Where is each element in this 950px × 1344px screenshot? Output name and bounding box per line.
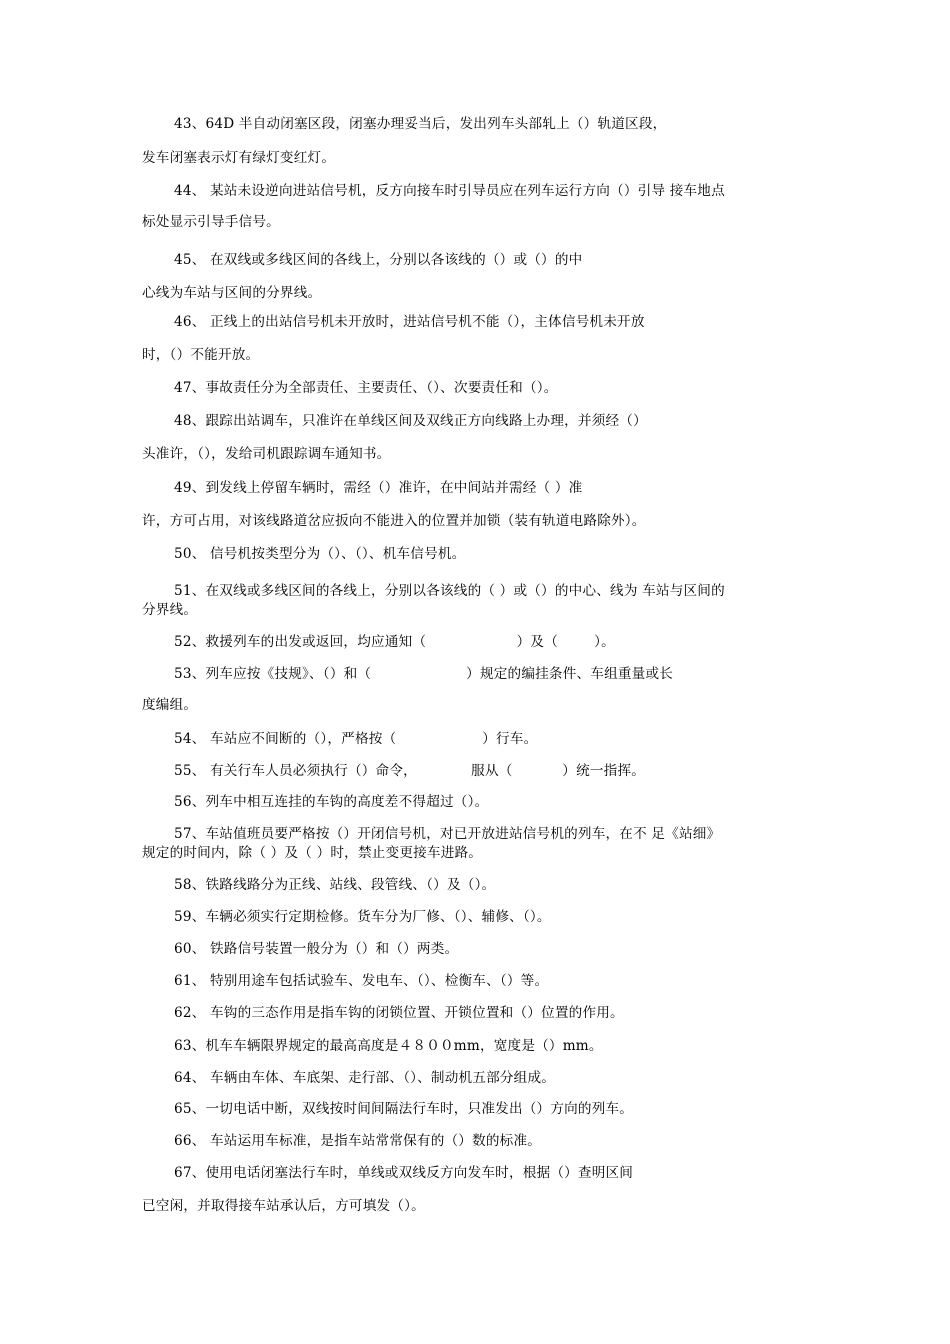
question-43-line-1: 43、64D 半自动闭塞区段，闭塞办理妥当后，发出列车头部轧上（）轨道区段， (174, 116, 667, 132)
question-48-line-2: 头准许，（），发给司机跟踪调车通知书。 (142, 446, 391, 462)
question-64-line-1: 64、 车辆由车体、车底架、走行部、（）、制动机五部分组成。 (174, 1070, 556, 1086)
question-57-line-1: 57、车站值班员要严格按（）开闭信号机，对已开放进站信号机的列车，在不 足《站细》 (174, 826, 721, 842)
question-49-line-2: 许，方可占用，对该线路道岔应扳向不能进入的位置并加锁（装有轨道电路除外）。 (142, 513, 646, 529)
question-62-line-1: 62、 车钩的三态作用是指车钩的闭锁位置、开锁位置和（）位置的作用。 (174, 1005, 624, 1021)
question-54-line-1: 54、 车站应不间断的（），严格按（ ）行车。 (174, 731, 538, 747)
question-67-line-1: 67、使用电话闭塞法行车时，单线或双线反方向发车时，根据（）查明区间 (174, 1165, 634, 1181)
question-61-line-1: 61、 特别用途车包括试验车、发电车、（）、检衡车、（）等。 (174, 973, 549, 989)
question-53-line-2: 度编组。 (142, 697, 198, 713)
question-55-line-1: 55、 有关行车人员必须执行（）命令， 服从（ ）统一指挥。 (174, 763, 646, 779)
question-67-line-2: 已空闲，并取得接车站承认后，方可填发（）。 (142, 1198, 425, 1214)
question-65-line-1: 65、一切电话中断，双线按时间间隔法行车时，只准发出（）方向的列车。 (174, 1101, 634, 1117)
question-44-line-1: 44、 某站未设逆向进站信号机，反方向接车时引导员应在列车运行方向（）引导 接车地点 (174, 183, 725, 199)
question-51-line-2: 分界线。 (142, 602, 198, 618)
question-51-line-1: 51、在双线或多线区间的各线上，分别以各该线的（ ）或（）的中心、线为 车站与区间的 (174, 583, 725, 599)
question-63-line-1: 63、机车车辆限界规定的最高高度是４８００mm，宽度是（）mm。 (174, 1038, 603, 1054)
question-56-line-1: 56、列车中相互连挂的车钩的高度差不得超过（）。 (174, 794, 489, 810)
question-44-line-2: 标处显示引导手信号。 (142, 214, 280, 230)
question-57-line-2: 规定的时间内，除（ ）及（ ）时，禁止变更接车进路。 (142, 845, 483, 861)
question-52-line-1: 52、救援列车的出发或返回，均应通知（ ）及（ ）。 (174, 634, 615, 650)
question-53-line-1: 53、列车应按《技规》、（）和（ ）规定的编挂条件、车组重量或长 (174, 666, 674, 682)
question-46-line-1: 46、 正线上的出站信号机未开放时，进站信号机不能（），主体信号机未开放 (174, 314, 645, 330)
question-48-line-1: 48、跟踪出站调车，只准许在单线区间及双线正方向线路上办理，并须经（） (174, 413, 647, 429)
question-60-line-1: 60、 铁路信号装置一般分为（）和（）两类。 (174, 941, 459, 957)
question-66-line-1: 66、 车站运用车标准，是指车站常常保有的（）数的标准。 (174, 1133, 542, 1149)
question-45-line-2: 心线为车站与区间的分界线。 (142, 285, 322, 301)
question-43-line-2: 发车闭塞表示灯有绿灯变红灯。 (142, 150, 336, 166)
question-58-line-1: 58、铁路线路分为正线、站线、段管线、（）及（）。 (174, 877, 496, 893)
question-49-line-1: 49、到发线上停留车辆时，需经（）准许，在中间站并需经（ ）准 (174, 480, 583, 496)
question-45-line-1: 45、 在双线或多线区间的各线上，分别以各该线的（）或（）的中 (174, 252, 583, 268)
question-59-line-1: 59、车辆必须实行定期检修。货车分为厂修、（）、辅修、（）。 (174, 909, 551, 925)
question-46-line-2: 时，（）不能开放。 (142, 347, 260, 363)
question-50-line-1: 50、 信号机按类型分为（）、（）、机车信号机。 (174, 546, 466, 562)
question-47-line-1: 47、事故责任分为全部责任、主要责任、（）、次要责任和（）。 (174, 380, 558, 396)
